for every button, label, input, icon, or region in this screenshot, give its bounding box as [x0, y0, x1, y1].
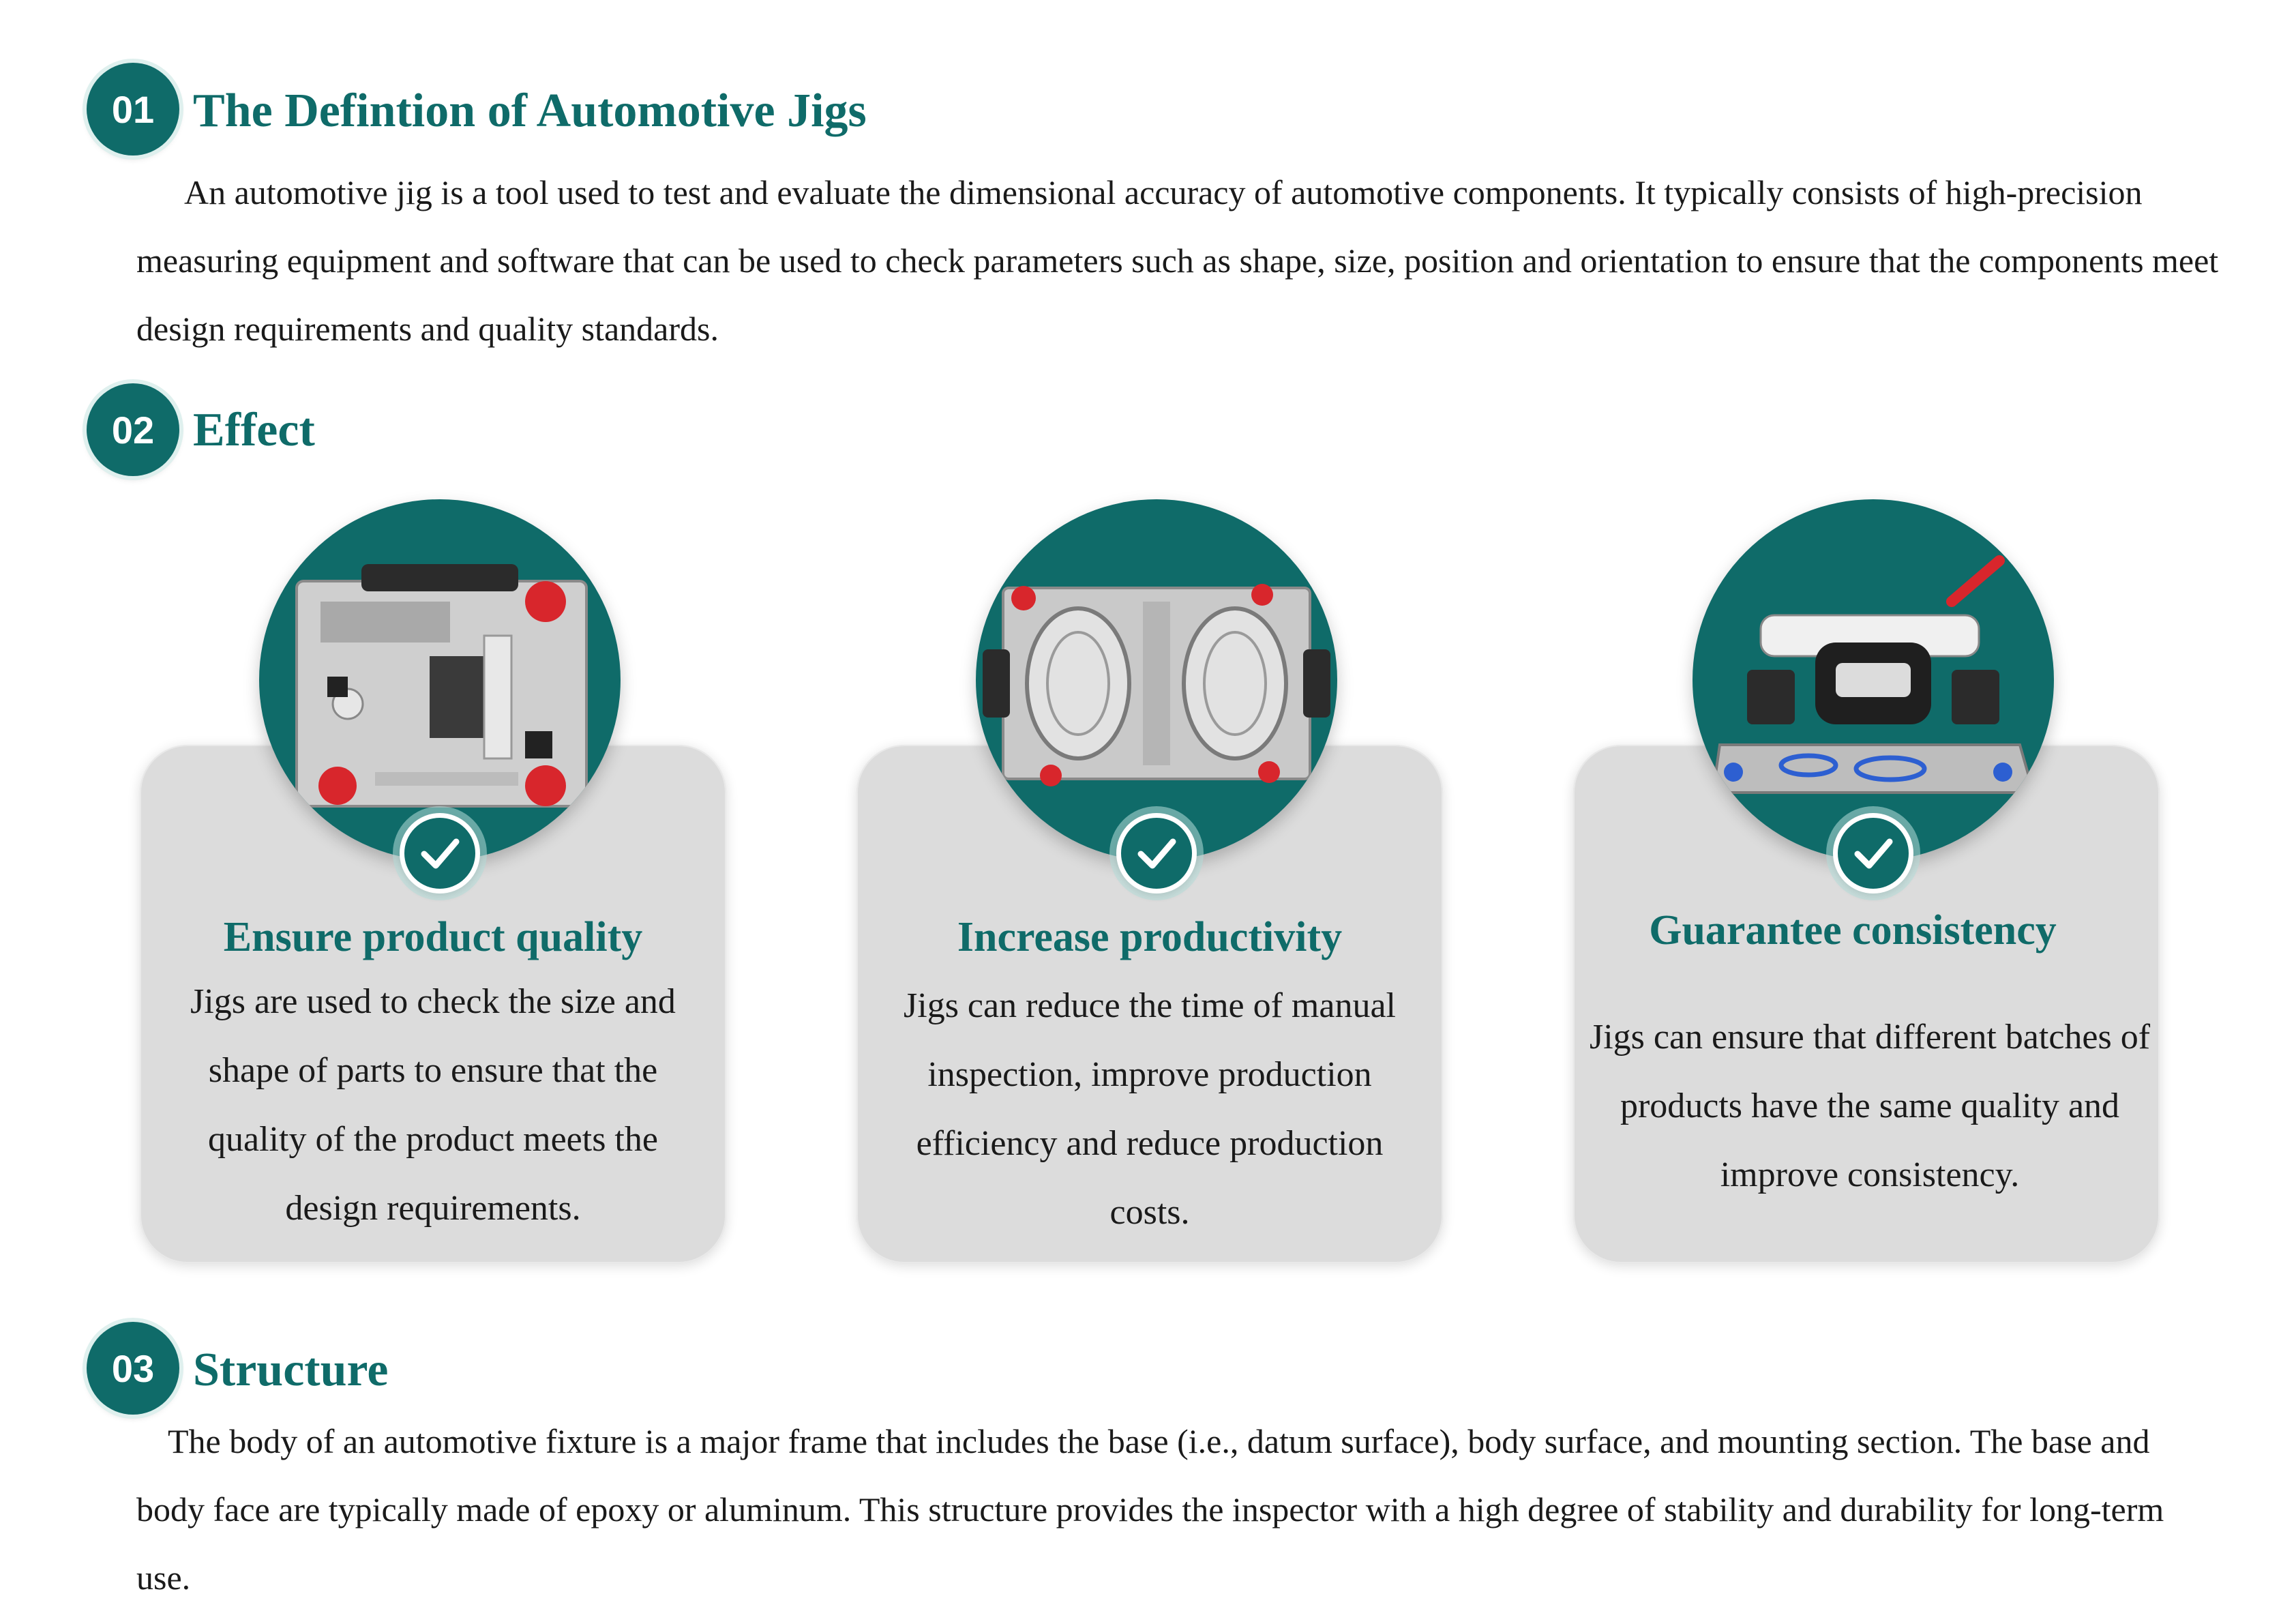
section-title-structure: Structure	[193, 1344, 389, 1396]
fixture-image	[1693, 499, 2054, 861]
jig-fixture-photo	[259, 499, 621, 861]
effect-card-text: Jigs are used to check the size and shape of parts to ensure that the quality of the product meets the design requirements.	[190, 982, 676, 1228]
section-title-definition: The Defintion of Automotive Jigs	[193, 85, 867, 137]
check-icon	[400, 813, 480, 894]
effect-card-text: Jigs can reduce the time of manual inspection, improve production efficiency and reduce production costs.	[904, 986, 1396, 1232]
check-icon	[1116, 813, 1197, 894]
section-title-effect: Effect	[193, 404, 315, 456]
jig-fixture-photo	[976, 499, 1337, 861]
jig-fixture-photo	[1693, 499, 2054, 861]
section-number-badge	[87, 1322, 179, 1415]
fixture-image	[259, 499, 621, 861]
definition-paragraph: An automotive jig is a tool used to test and evaluate the dimensional accuracy of automotive components. It typically consists of high-precision measuring equipment and software that can be used to check parameters such as shape, size, position and orientation to ensure that the components meet design requirements and quality standards.	[136, 173, 2219, 348]
section-number: 01	[111, 87, 155, 131]
section-number: 03	[111, 1346, 155, 1390]
effect-card-title: Ensure product quality	[223, 914, 643, 960]
structure-paragraph: The body of an automotive fixture is a major frame that includes the base (i.e., datum surface), body surface, and mounting section. The base and body face are typically made of epoxy or aluminum. This structure provides the inspector with a high degree of stability and durability for long-term use.	[136, 1422, 2164, 1597]
section-number-badge	[87, 63, 179, 156]
check-icon	[1833, 813, 1913, 894]
effect-card-text: Jigs can ensure that different batches of products have the same quality and improve consistency.	[1589, 1018, 2151, 1194]
section-number: 02	[111, 408, 155, 452]
section-number-badge	[87, 383, 179, 476]
effect-card-title: Guarantee consistency	[1649, 907, 2057, 954]
fixture-image	[976, 499, 1337, 861]
effect-card-title: Increase productivity	[957, 914, 1343, 960]
